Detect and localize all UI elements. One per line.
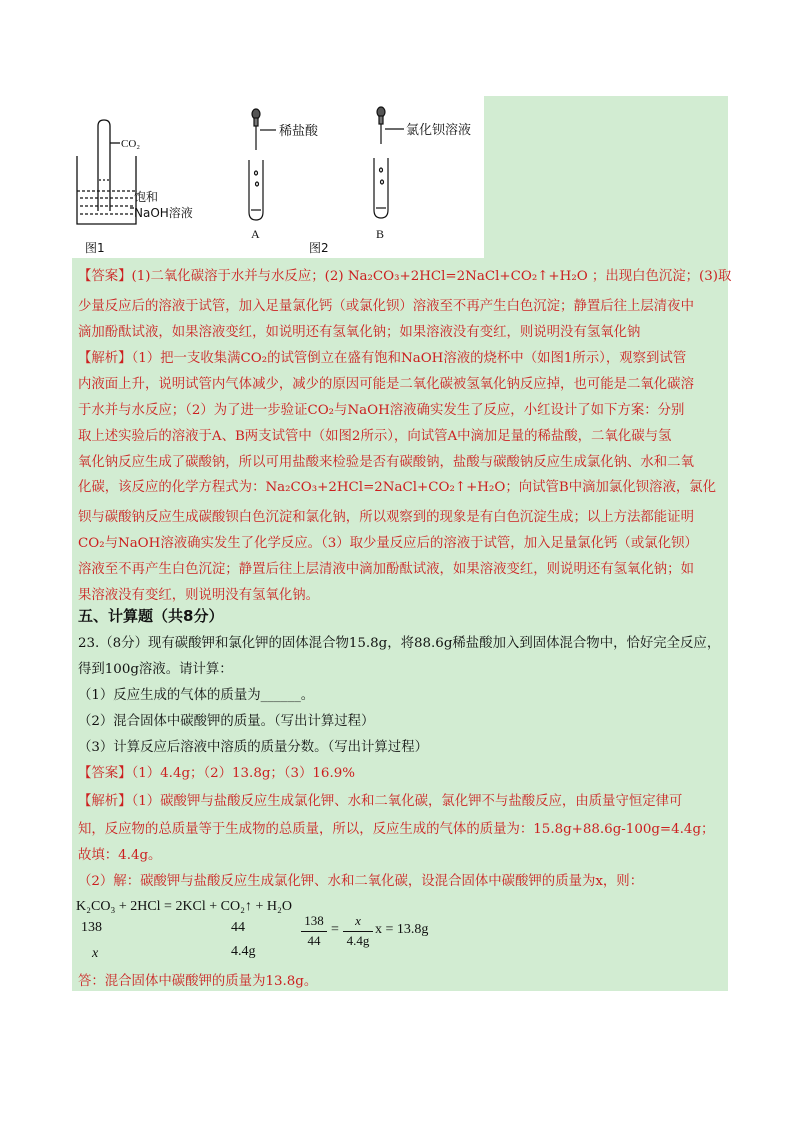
fraction-numerator-left: 138 [304,913,324,928]
q22-analysis-line-7: 钡与碳酸钠反应生成碳酸钡白色沉淀和氯化钠，所以观察到的现象是有白色沉淀生成；以上方法都能证明 [78,510,694,525]
q23-stem-line-1: 23.（8分）现有碳酸钾和氯化钾的固体混合物15.8g，将88.6g稀盐酸加入到固体混合物中，恰好完全反应， [78,636,721,651]
dropper-a-label: 稀盐酸 [279,124,319,139]
tube-a-label: A [251,227,260,241]
q23-stem-line-4: （2）混合固体中碳酸钾的质量。（写出计算过程） [78,714,375,729]
ratio-left-2: x [92,946,99,961]
ratio-right-2: 4.4g [231,944,256,959]
experiment-figure [72,96,484,258]
q23-analysis-line-1: 【解析】（1）碳酸钾与盐酸反应生成氯化钾、水和二氧化碳，氯化钾不与盐酸反应，由质量守恒定律可 [78,794,683,809]
q22-answer-line-2: 少量反应后的溶液于试管，加入足量氯化钙（或氯化钡）溶液至不再产生白色沉淀；静置后往上层清夜中 [78,299,694,314]
q23-conclusion: 答：混合固体中碳酸钾的质量为13.8g。 [78,974,318,989]
q22-answer-line-3: 滴加酚酞试液，如果溶液变红，如说明还有氢氧化钠；如果溶液没有变红，则说明没有氢氧化钠 [78,325,641,340]
fig1-label: 图1 [85,241,105,255]
dropper-a [252,109,276,150]
fraction-denominator-left: 44 [307,933,321,948]
q22-analysis-line-8: CO₂与NaOH溶液确实发生了化学反应。（3）取少量反应后的溶液于试管，加入足量氯化钙（或氯化钡） [78,536,698,551]
ratio-right-1: 44 [231,920,245,935]
equals-sign: = [331,922,339,937]
solution-label-1: 饱和 [134,190,159,204]
reaction-equation: K₂CO₃ + 2HCl = 2KCl + CO₂↑ + H₂O [76,899,293,914]
fraction-denominator-right: 4.4g [346,933,370,948]
proportion-result: x = 13.8g [375,922,429,937]
section-title: 五、计算题（共8分） [78,607,224,625]
fraction-numerator-right: x [355,913,361,928]
dropper-b-label: 氯化钡溶液 [406,123,472,138]
beaker-apparatus [77,120,136,224]
q23-analysis-line-2: 知，反应物的总质量等于生成物的总质量，所以，反应生成的气体的质量为：15.8g+88.6g-100g=4.4g； [78,822,715,837]
answer-sheet [72,96,732,991]
q22-analysis-line-5: 氧化钠反应生成了碳酸钠，所以可用盐酸来检验是否有碳酸钠，盐酸与碳酸钠反应生成氯化钠、水和二氧 [78,455,694,470]
q23-stem-line-2: 得到100g溶液。请计算： [78,662,233,677]
q22-analysis-line-10: 果溶液没有变红，则说明没有氢氧化钠。 [78,588,320,603]
tube-a [249,160,263,220]
q22-analysis-line-3: 于水并与水反应；（2）为了进一步验证CO₂与NaOH溶液确实发生了反应，小红设计了如下方案：分别 [78,403,685,418]
q22-analysis-line-2: 内液面上升，说明试管内气体减少，减少的原因可能是二氧化碳被氢氧化钠反应掉，也可能是二氧化碳溶 [78,377,694,392]
q23-stem-line-3: （1）反应生成的气体的质量为______。 [78,688,315,703]
q23-answer: 【答案】（1）4.4g；（2）13.8g；（3）16.9% [78,766,355,781]
tube-b-label: B [376,227,385,241]
fraction-bar-right [343,931,373,932]
q22-analysis-line-9: 溶液至不再产生白色沉淀；静置后往上层清液中滴加酚酞试液，如果溶液变红，则说明还有氢氧化钠；如 [78,562,694,577]
dropper-b [377,107,404,144]
tube-b [374,158,388,218]
solution-label-2: NaOH溶液 [134,206,193,220]
ratio-left-1: 138 [81,920,102,935]
co2-label: CO₂ [121,138,141,150]
fig2-label: 图2 [309,241,329,255]
q23-stem-line-5: （3）计算反应后溶液中溶质的质量分数。（写出计算过程） [78,740,428,755]
q22-answer-line-1: 【答案】(1)二氧化碳溶于水并与水反应；(2) Na₂CO₃+2HCl=2NaCl+CO₂↑+H₂O ；出现白色沉淀；(3)取 [78,269,732,284]
q23-analysis-line-4: （2）解：碳酸钾与盐酸反应生成氯化钾、水和二氧化碳，设混合固体中碳酸钾的质量为x，则： [78,874,644,889]
q22-analysis-line-4: 取上述实验后的溶液于A、B两支试管中（如图2所示），向试管A中滴加足量的稀盐酸，二氧化碳与氢 [78,429,672,444]
q22-analysis-line-1: 【解析】（1）把一支收集满CO₂的试管倒立在盛有饱和NaOH溶液的烧杯中（如图1所示），观察到试管 [78,351,687,366]
q23-analysis-line-3: 故填：4.4g。 [78,848,162,863]
fraction-bar-left [301,931,327,932]
apparatus-diagram [72,96,484,258]
q22-analysis-line-6: 化碳，该反应的化学方程式为：Na₂CO₃+2HCl=2NaCl+CO₂↑+H₂O；向试管B中滴加氯化钡溶液，氯化 [78,480,717,495]
